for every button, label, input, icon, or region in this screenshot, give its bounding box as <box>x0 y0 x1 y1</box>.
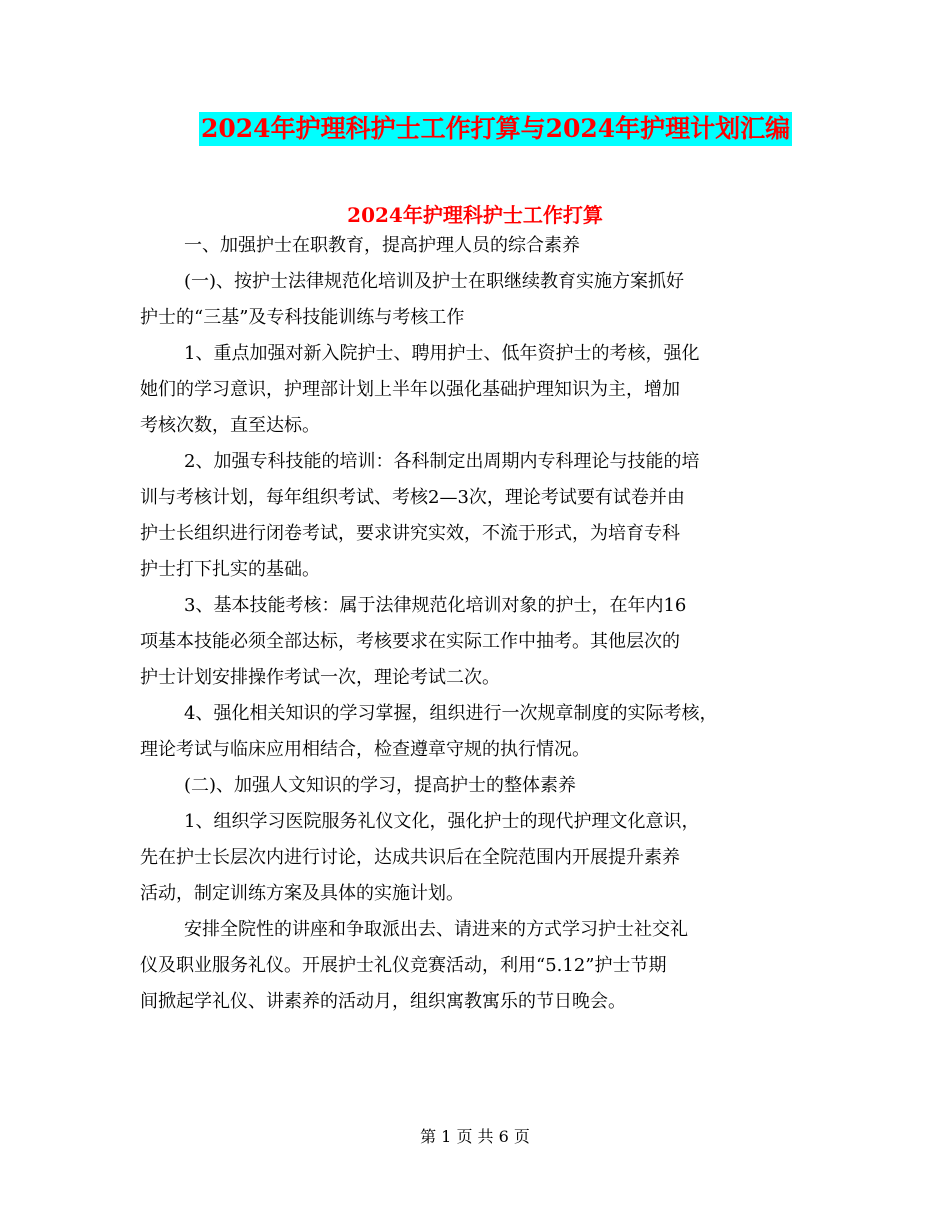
text-line: 项基本技能必须全部达标，考核要求在实际工作中抽考。其他层次的 <box>140 631 680 652</box>
text-line: 护士计划安排操作考试一次，理论考试二次。 <box>140 667 500 688</box>
text-line: 1、组织学习医院服务礼仪文化，强化护士的现代护理文化意识， <box>184 811 700 832</box>
text-line: 间掀起学礼仪、讲素养的活动月，组织寓教寓乐的节日晚会。 <box>140 991 626 1012</box>
text-line: 安排全院性的讲座和争取派出去、请进来的方式学习护士社交礼 <box>184 919 688 940</box>
text-line: 考核次数，直至达标。 <box>140 415 320 436</box>
text-line: 一、加强护士在职教育，提高护理人员的综合素养 <box>184 235 580 256</box>
body-text <box>140 222 820 1020</box>
section-title: 2024年护理科护士工作打算 <box>347 203 603 227</box>
text-line: 护士打下扎实的基础。 <box>140 559 320 580</box>
text-line: 3、基本技能考核：属于法律规范化培训对象的护士，在年内16 <box>184 595 687 616</box>
text-line: (二)、加强人文知识的学习，提高护士的整体素养 <box>184 775 577 796</box>
text-line: 训与考核计划，每年组织考试、考核2—3次，理论考试要有试卷并由 <box>140 487 685 508</box>
text-line: 2、加强专科技能的培训：各科制定出周期内专科理论与技能的培 <box>184 451 700 472</box>
text-line: (一)、按护士法律规范化培训及护士在职继续教育实施方案抓好 <box>184 271 685 292</box>
text-line: 理论考试与临床应用相结合，检查遵章守规的执行情况。 <box>140 739 590 760</box>
text-line: 先在护士长层次内进行讨论，达成共识后在全院范围内开展提升素养 <box>140 847 680 868</box>
text-line: 1、重点加强对新入院护士、聘用护士、低年资护士的考核，强化 <box>184 343 700 364</box>
text-line: 仪及职业服务礼仪。开展护士礼仪竞赛活动，利用“5.12”护士节期 <box>140 955 667 976</box>
text-line: 护士长组织进行闭卷考试，要求讲究实效，不流于形式，为培育专科 <box>140 523 680 544</box>
page-number: 第 1 页 共 6 页 <box>420 1127 530 1146</box>
text-line: 她们的学习意识，护理部计划上半年以强化基础护理知识为主，增加 <box>140 379 680 400</box>
text-line: 护士的“三基”及专科技能训练与考核工作 <box>140 307 465 328</box>
document-title: 2024年护理科护士工作打算与2024年护理计划汇编 <box>199 112 792 146</box>
text-line: 活动，制定训练方案及具体的实施计划。 <box>140 883 464 904</box>
text-line: 4、强化相关知识的学习掌握，组织进行一次规章制度的实际考核， <box>184 703 718 724</box>
